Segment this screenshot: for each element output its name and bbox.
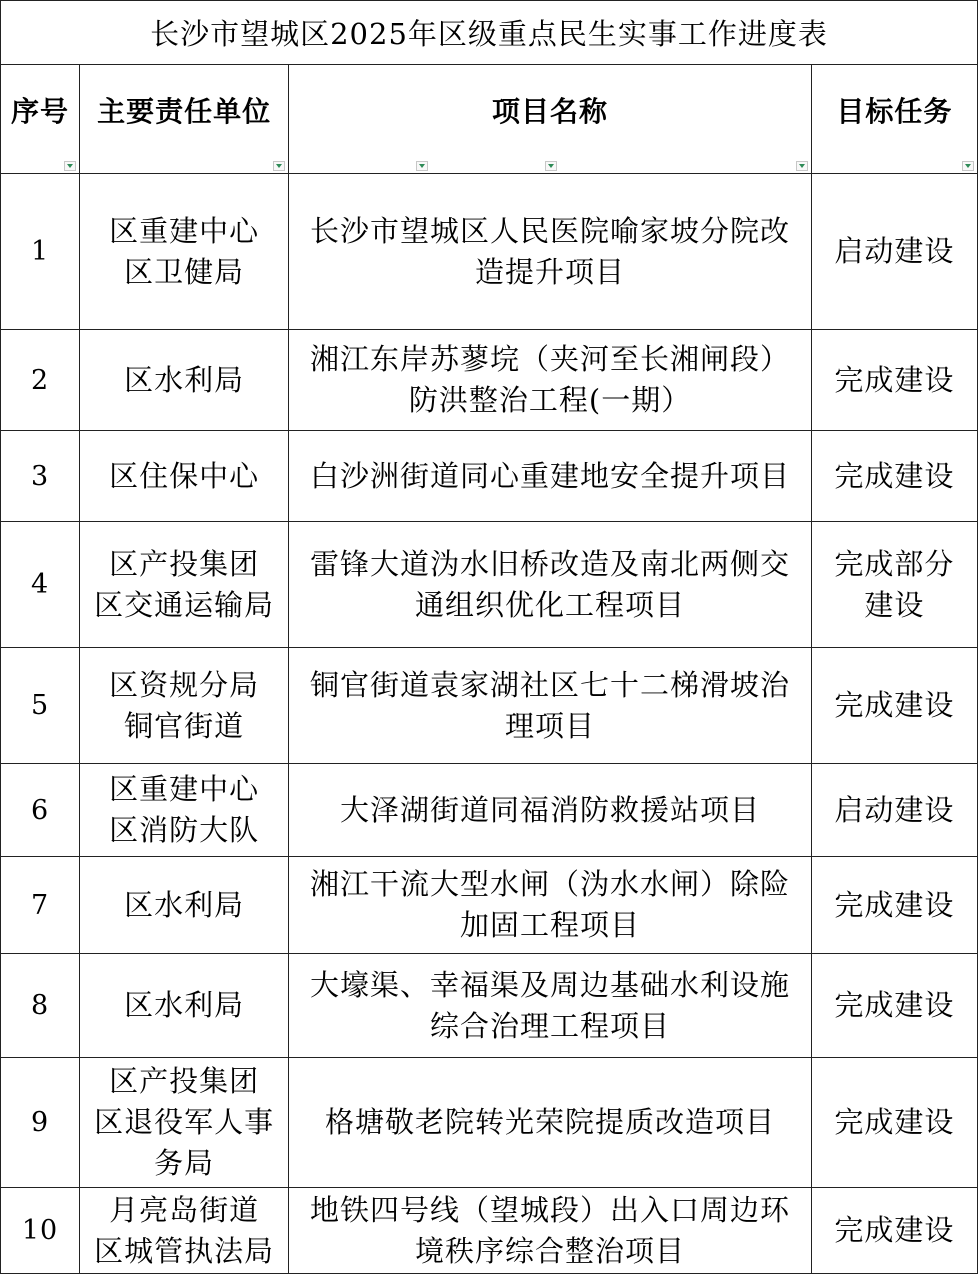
responsible-unit [80,954,289,1058]
target-task [811,1188,977,1274]
filter-dropdown-icon[interactable] [545,161,557,171]
filter-dropdown-icon[interactable] [416,161,428,171]
responsible-unit-line: 区水利局 [124,887,245,922]
responsible-unit-line: 区资规分局 [109,667,260,702]
table-row [1,857,978,954]
responsible-unit-line: 区退役军人事 [94,1105,275,1139]
table-row [1,174,978,330]
target-task [811,648,977,764]
table-row [1,330,978,431]
project-name [289,1188,812,1274]
responsible-unit [80,431,289,522]
row-number: 4 [1,522,80,648]
filter-dropdown-icon[interactable] [962,161,974,171]
target-task [811,522,977,648]
table-row [1,1058,978,1188]
table-row [1,1188,978,1274]
table-body [1,174,978,1274]
responsible-unit-line: 区卫健局 [124,254,245,289]
table-row [1,764,978,857]
responsible-unit-line: 区产投集团 [109,1064,260,1098]
target-task [811,330,977,431]
filter-dropdown-icon[interactable] [64,161,76,171]
target-task-line: 完成建设 [834,1213,955,1247]
row-number: 1 [1,174,80,330]
project-name-line: 地铁四号线（望城段）出入口周边环 [310,1192,791,1227]
target-task [811,174,977,330]
row-number: 7 [1,857,80,954]
target-task-line: 完成建设 [834,688,955,722]
responsible-unit-line: 区住保中心 [109,458,260,493]
responsible-unit [80,174,289,330]
target-task-line: 启动建设 [834,792,955,827]
table-row [1,954,978,1058]
project-name-line: 白沙洲街道同心重建地安全提升项目 [310,458,791,493]
header-unit [80,65,289,174]
table-row [1,431,978,522]
responsible-unit-line: 区城管执法局 [94,1233,275,1268]
target-task [811,431,977,522]
target-task [811,954,977,1058]
project-name [289,330,812,431]
progress-table [0,64,978,1274]
project-name-line: 大壕渠、幸福渠及周边基础水利设施 [310,967,791,1002]
responsible-unit-line: 铜官街道 [124,708,245,743]
row-number: 2 [1,330,80,431]
project-name-line: 长沙市望城区人民医院喻家坡分院改 [310,213,791,248]
project-name-line: 理项目 [505,708,596,743]
responsible-unit [80,522,289,648]
project-name-line: 湘江东岸苏蓼垸（夹河至长湘闸段） [310,342,791,376]
header-no-label: 序号 [11,94,70,128]
project-name-line: 大泽湖街道同福消防救援站项目 [340,792,761,827]
row-number: 3 [1,431,80,522]
responsible-unit-line: 务局 [154,1146,215,1180]
project-name-line: 加固工程项目 [460,908,641,942]
responsible-unit-line: 区消防大队 [109,813,260,847]
project-name-line: 境秩序综合整治项目 [415,1233,686,1268]
target-task [811,764,977,857]
responsible-unit-line: 区产投集团 [109,546,260,581]
target-task [811,857,977,954]
filter-dropdown-icon[interactable] [796,161,808,171]
responsible-unit [80,648,289,764]
project-name-line: 综合治理工程项目 [430,1008,671,1043]
row-number: 8 [1,954,80,1058]
project-name [289,1058,812,1188]
target-task-line: 完成部分 [834,546,955,581]
row-number: 6 [1,764,80,857]
project-name [289,431,812,522]
responsible-unit-line: 月亮岛街道 [109,1192,260,1227]
table-title: 长沙市望城区2025年区级重点民生实事工作进度表 [0,0,978,64]
project-name [289,764,812,857]
table-row [1,648,978,764]
responsible-unit [80,1058,289,1188]
project-name [289,522,812,648]
header-name-label: 项目名称 [492,94,609,128]
row-number: 5 [1,648,80,764]
header-no [1,65,80,174]
project-name-line: 造提升项目 [475,254,626,289]
responsible-unit-line: 区水利局 [124,988,245,1022]
target-task [811,1058,977,1188]
target-task-line: 启动建设 [834,234,955,268]
responsible-unit [80,1188,289,1274]
project-name-line: 通组织优化工程项目 [415,587,686,622]
project-name-line: 格塘敬老院转光荣院提质改造项目 [325,1105,776,1139]
responsible-unit-line: 区交通运输局 [94,587,275,622]
project-name-line: 雷锋大道沩水旧桥改造及南北两侧交 [310,546,791,581]
header-task-label: 目标任务 [836,94,953,128]
project-name [289,174,812,330]
project-name-line: 防洪整治工程(一期） [408,383,692,417]
header-row [1,65,978,174]
project-name [289,648,812,764]
row-number: 10 [1,1188,80,1274]
header-unit-label: 主要责任单位 [97,94,272,128]
responsible-unit-line: 区重建中心 [109,772,260,806]
header-task [811,65,977,174]
responsible-unit-line: 区水利局 [124,362,245,397]
row-number: 9 [1,1058,80,1188]
target-task-line: 完成建设 [834,1105,955,1139]
project-name [289,857,812,954]
responsible-unit [80,857,289,954]
project-name-line: 湘江干流大型水闸（沩水水闸）除险 [310,867,791,901]
target-task-line: 建设 [864,587,925,622]
filter-dropdown-icon[interactable] [273,161,285,171]
table-row [1,522,978,648]
target-task-line: 完成建设 [834,362,955,397]
target-task-line: 完成建设 [834,887,955,922]
project-name [289,954,812,1058]
responsible-unit [80,764,289,857]
target-task-line: 完成建设 [834,988,955,1022]
responsible-unit [80,330,289,431]
target-task-line: 完成建设 [834,458,955,493]
header-name [289,65,812,174]
project-name-line: 铜官街道袁家湖社区七十二梯滑坡治 [310,667,791,702]
responsible-unit-line: 区重建中心 [109,213,260,248]
